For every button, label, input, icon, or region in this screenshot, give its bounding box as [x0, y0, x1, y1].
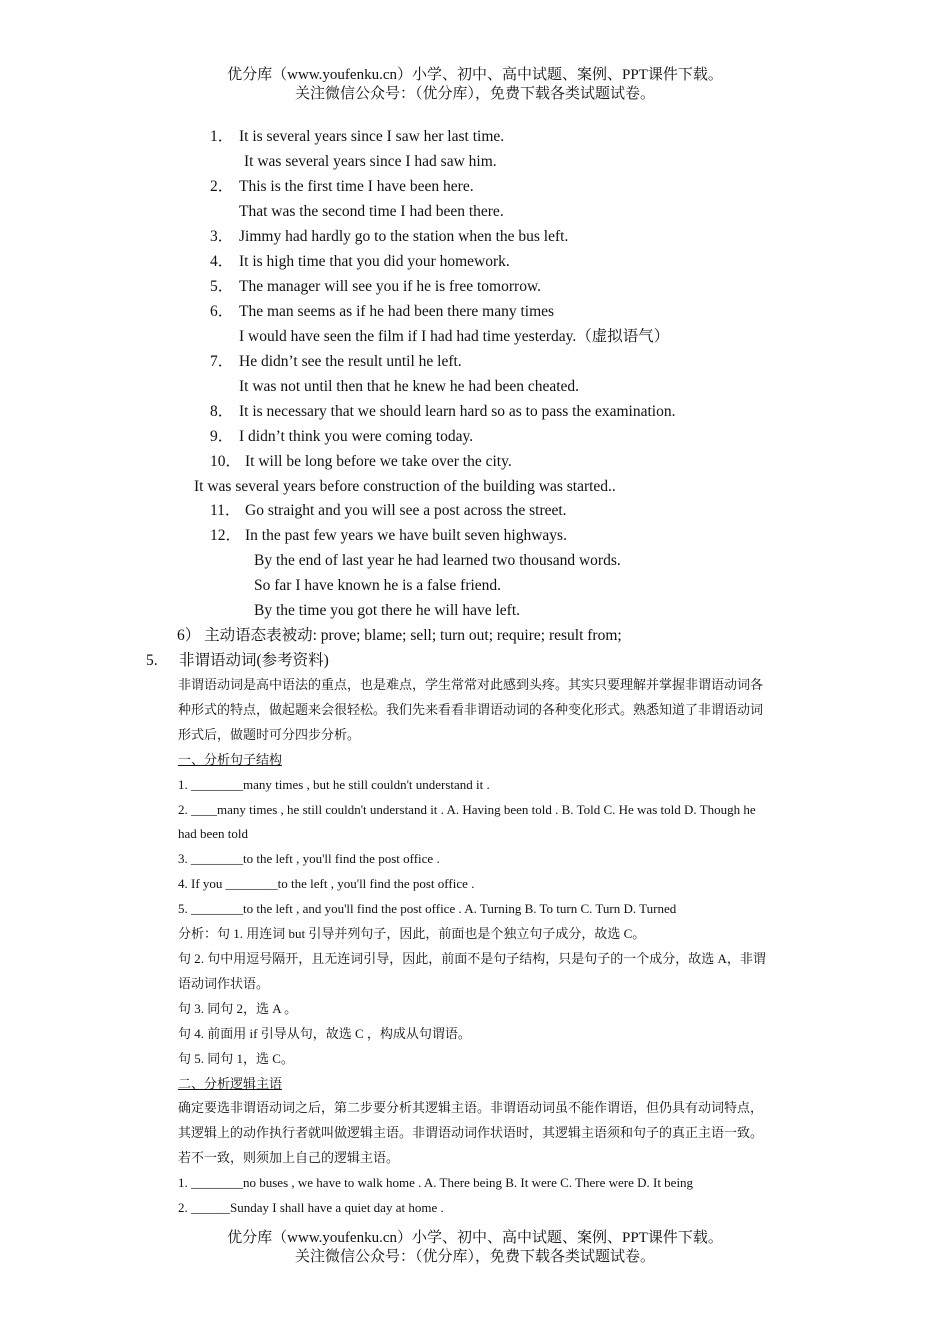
page-header [0, 66, 950, 104]
header-line-2: 关注微信公众号：（优分库），免费下载各类试题试卷。 [294, 86, 655, 102]
example-11: 11． Go straight and you will see a post across the street. [210, 502, 567, 519]
intro-line-3: 形式后，做题时可分四步分析。 [178, 727, 361, 742]
analysis-line: 句 5. 同句 1，选 C。 [178, 1051, 294, 1066]
analysis-line: 句 3. 同句 2，选 A 。 [178, 1001, 298, 1016]
section-5-heading: 5. 非谓语动词(参考资料) [146, 652, 329, 669]
example-4: 4． It is high time that you did your homework. [210, 253, 510, 270]
intro-line-1: 非谓语动词是高中语法的重点，也是难点，学生常常对此感到头疼。其实只要理解并掌握非谓语动词各 [178, 677, 764, 692]
part-2-heading: 二、分析逻辑主语 [178, 1076, 283, 1091]
analysis-line: 分析：句 1. 用连词 but 引导并列句子，因此，前面也是个独立句子成分，故选 C。 [178, 926, 646, 941]
intro-line-2: 种形式的特点，做起题来会很轻松。我们先来看看非谓语动词的各种变化形式。熟悉知道了非谓语动词 [178, 702, 764, 717]
page-footer [0, 1229, 950, 1267]
analysis-line: 句 4. 前面用 if 引导从句，故选 C ，构成从句谓语。 [178, 1026, 471, 1041]
part-1-line: 5. ________to the left , and you'll find the post office . A. Turning B. To turn C. Turn D. Turned [178, 901, 677, 916]
header-line-1: 优分库（www.youfenku.cn）小学、初中、高中试题、案例、PPT课件下载。 [227, 67, 723, 83]
example-2b: That was the second time I had been there. [239, 203, 504, 220]
example-10: 10． It will be long before we take over the city. [210, 453, 512, 470]
part-2-line: 若不一致，则须加上自己的逻辑主语。 [178, 1150, 400, 1165]
part-1-line: 2. ____many times , he still couldn't understand it . A. Having been told . B. Told C. He was told D. Though he [178, 802, 756, 817]
example-12: 12． In the past few years we have built seven highways. [210, 527, 567, 544]
part-2-line: 1. ________no buses , we have to walk home . A. There being B. It were C. There were D. It being [178, 1175, 694, 1190]
part-2-line: 2. ______Sunday I shall have a quiet day at home . [178, 1200, 444, 1215]
example-8: 8． It is necessary that we should learn hard so as to pass the examination. [210, 403, 676, 420]
example-12b: By the end of last year he had learned two thousand words. [254, 552, 621, 569]
example-10b: It was several years before construction of the building was started.. [194, 478, 616, 495]
footer-line-1: 优分库（www.youfenku.cn）小学、初中、高中试题、案例、PPT课件下载。 [227, 1230, 723, 1246]
example-7b: It was not until then that he knew he had been cheated. [239, 378, 580, 395]
analysis-line: 语动词作状语。 [178, 976, 270, 991]
example-3: 3． Jimmy had hardly go to the station when the bus left. [210, 228, 569, 245]
example-12c: So far I have known he is a false friend. [254, 577, 502, 594]
part-2-line: 其逻辑上的动作执行者就叫做逻辑主语。非谓语动词作状语时，其逻辑主语须和句子的真正主语一致。 [178, 1125, 764, 1140]
example-12d: By the time you got there he will have left. [254, 602, 521, 619]
analysis-line: 句 2. 句中用逗号隔开，且无连词引导，因此，前面不是句子结构，只是句子的一个成分，故选 A，非谓 [178, 951, 766, 966]
point-6: 6） 主动语态表被动: prove; blame; sell; turn out; require; result from; [177, 627, 622, 644]
part-1-line: 1. ________many times , but he still couldn't understand it . [178, 777, 490, 792]
example-9: 9． I didn’t think you were coming today. [210, 428, 474, 445]
example-6: 6． The man seems as if he had been there many times [210, 303, 555, 320]
part-1-heading: 一、分析句子结构 [178, 752, 283, 767]
part-1-line: 3. ________to the left , you'll find the post office . [178, 851, 440, 866]
example-1b: It was several years since I had saw him. [244, 153, 497, 170]
example-1: 1． It is several years since I saw her last time. [210, 128, 505, 145]
part-1-line: 4. If you ________to the left , you'll find the post office . [178, 876, 475, 891]
part-1-line: had been told [178, 826, 249, 841]
example-2: 2． This is the first time I have been here. [210, 178, 474, 195]
part-2-line: 确定要选非谓语动词之后，第二步要分析其逻辑主语。非谓语动词虽不能作谓语，但仍具有动词特点， [178, 1100, 764, 1115]
footer-line-2: 关注微信公众号：（优分库），免费下载各类试题试卷。 [294, 1249, 655, 1265]
example-7: 7． He didn’t see the result until he left. [210, 353, 462, 370]
example-5: 5． The manager will see you if he is free tomorrow. [210, 278, 542, 295]
example-6b: I would have seen the film if I had had time yesterday.（虚拟语气） [239, 328, 670, 345]
